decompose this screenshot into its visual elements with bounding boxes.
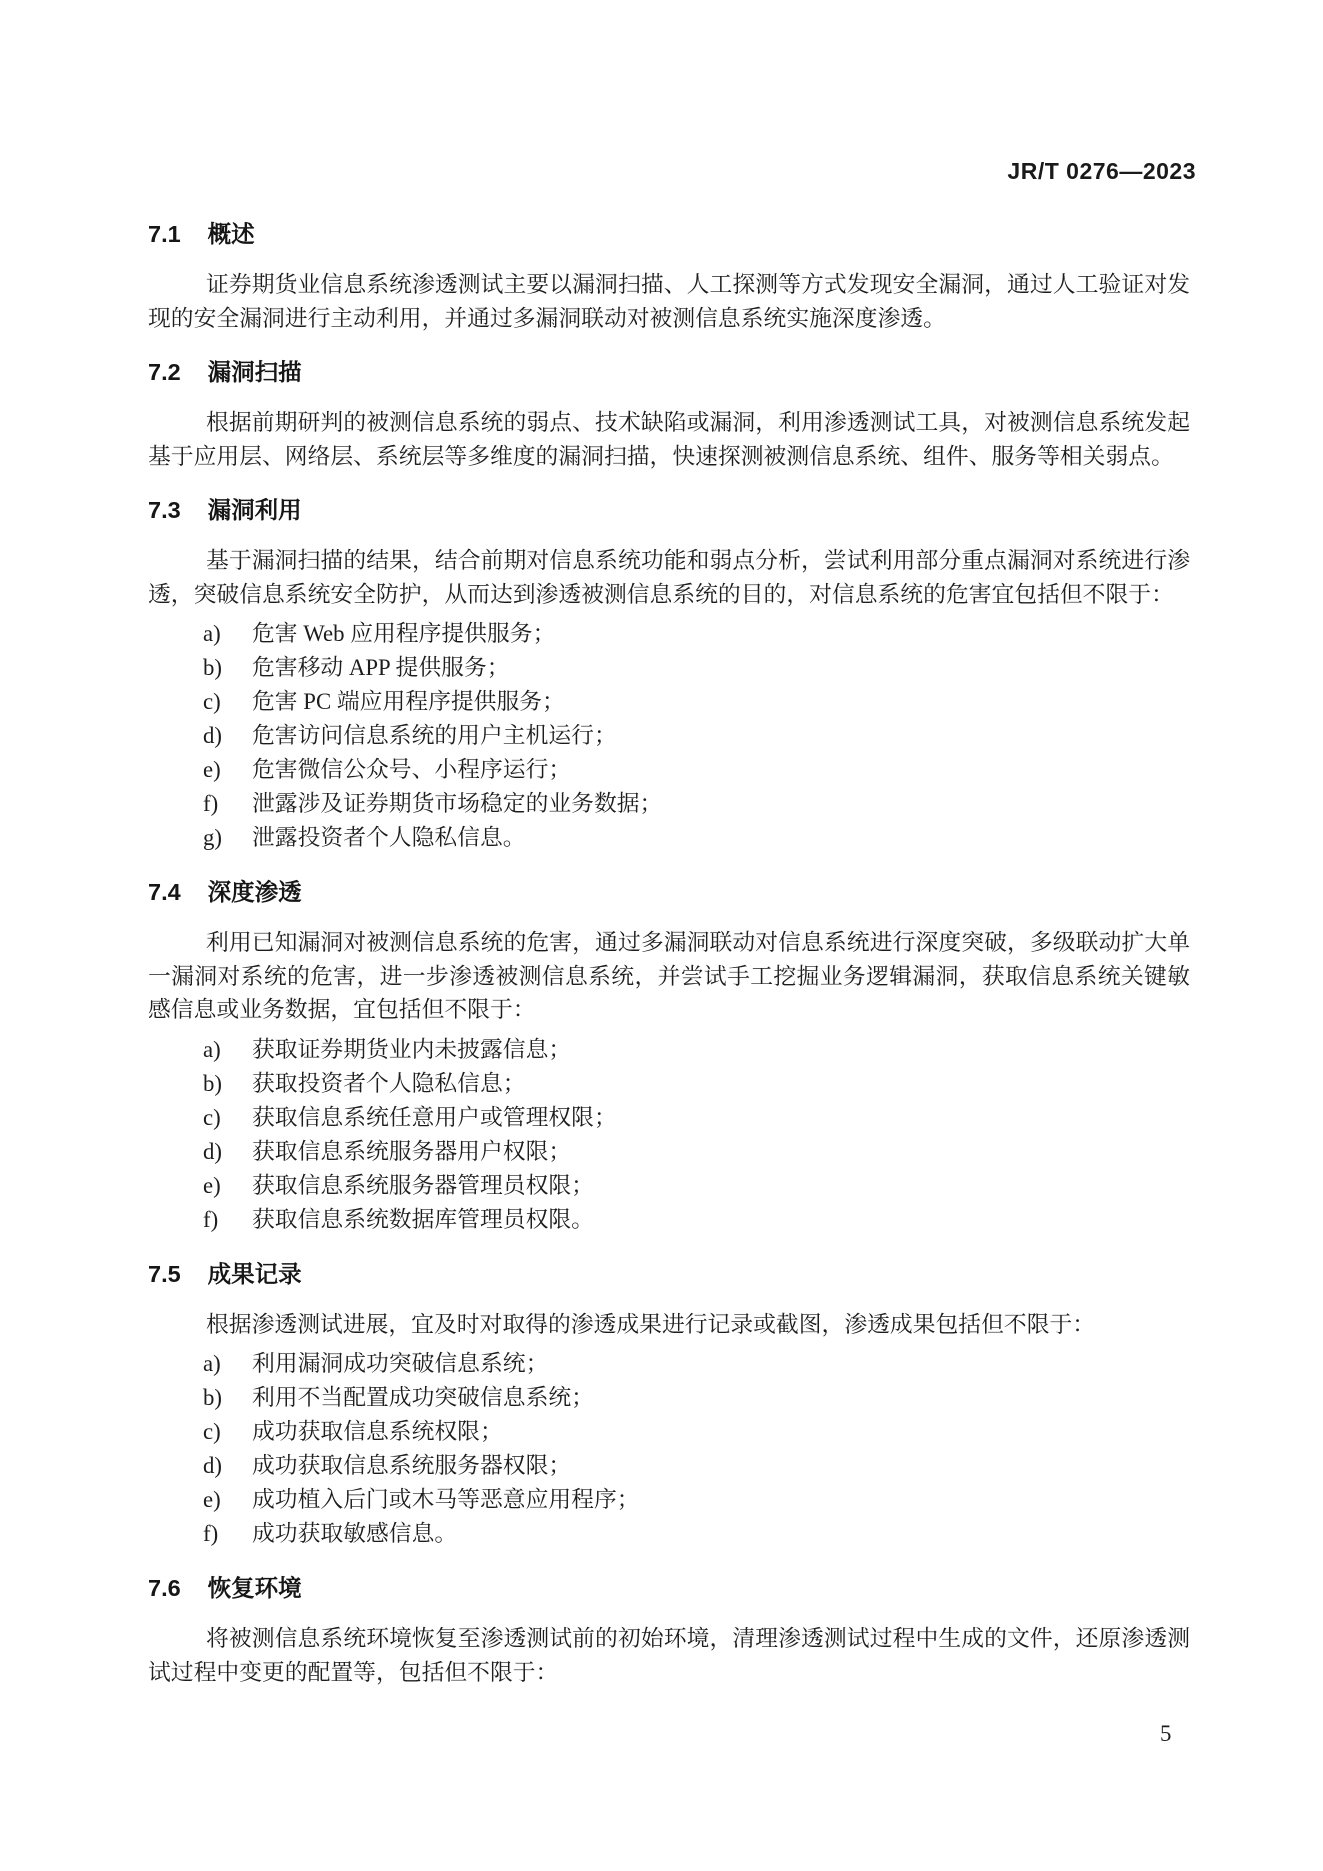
list-item: [148, 1101, 1190, 1135]
list-item-marker: f): [203, 1521, 219, 1546]
list-item: [148, 1347, 1190, 1381]
section-heading: [148, 360, 1190, 384]
section-item-list: [148, 617, 1190, 855]
list-item-marker: c): [203, 689, 221, 714]
list-item-text: 获取投资者个人隐私信息；: [252, 1070, 526, 1096]
section-heading: [148, 1262, 1190, 1286]
list-item: [148, 753, 1190, 787]
list-item: [148, 821, 1190, 855]
list-item: [148, 1203, 1190, 1237]
list-item-text: 泄露投资者个人隐私信息。: [252, 825, 526, 850]
section-title: 成果记录: [207, 1260, 302, 1287]
list-item-text: 获取信息系统服务器管理员权限；: [252, 1172, 594, 1198]
list-item-text: 获取信息系统数据库管理员权限。: [252, 1206, 594, 1232]
list-item-marker: f): [203, 791, 219, 816]
list-item-text: 获取信息系统任意用户或管理权限；: [252, 1104, 617, 1130]
list-item-marker: d): [203, 1453, 222, 1478]
list-item-text: 获取信息系统服务器用户权限；: [252, 1138, 572, 1164]
section-number: 7.2: [148, 359, 181, 385]
section-7.2: [148, 360, 1190, 473]
section-heading: [148, 498, 1190, 522]
list-item-marker: e): [203, 1172, 221, 1198]
list-item: [148, 1483, 1190, 1517]
section-title: 漏洞扫描: [207, 359, 302, 385]
list-item-marker: b): [203, 1070, 222, 1096]
list-item-marker: g): [203, 825, 222, 850]
list-item-text: 危害 Web 应用程序提供服务；: [252, 621, 556, 646]
section-paragraph: 将被测信息系统环境恢复至渗透测试前的初始环境，清理渗透测试过程中生成的文件，还原渗透测试过程中变更的配置等，包括但不限于：: [148, 1626, 1190, 1685]
list-item-marker: d): [203, 1138, 222, 1164]
list-item-text: 成功获取敏感信息。: [252, 1521, 458, 1546]
list-item-marker: b): [203, 1385, 222, 1410]
list-item: [148, 617, 1190, 651]
list-item-marker: a): [203, 1036, 221, 1062]
list-item: [148, 1067, 1190, 1101]
section-title: 恢复环境: [207, 1575, 302, 1601]
section-number: 7.4: [148, 879, 181, 905]
list-item-marker: a): [203, 1351, 221, 1376]
section-7.5: [148, 1262, 1190, 1552]
list-item-text: 获取证券期货业内未披露信息；: [252, 1036, 572, 1062]
list-item: [148, 685, 1190, 719]
section-number: 7.1: [148, 221, 181, 247]
list-item-marker: e): [203, 1487, 221, 1512]
list-item-marker: c): [203, 1419, 221, 1444]
list-item: [148, 1169, 1190, 1203]
section-paragraph: 基于漏洞扫描的结果，结合前期对信息系统功能和弱点分析，尝试利用部分重点漏洞对系统进行渗透，突破信息系统安全防护，从而达到渗透被测信息系统的目的，对信息系统的危害宜包括但不限于：: [148, 548, 1190, 607]
list-item-text: 危害微信公众号、小程序运行；: [252, 757, 572, 782]
document-content: [148, 0, 1190, 1689]
list-item-text: 成功植入后门或木马等恶意应用程序；: [252, 1487, 640, 1512]
section-paragraph: 根据渗透测试进展，宜及时对取得的渗透成果进行记录或截图，渗透成果包括但不限于：: [206, 1311, 1096, 1337]
section-heading: [148, 1576, 1190, 1600]
section-number: 7.3: [148, 497, 181, 523]
section-title: 深度渗透: [207, 879, 302, 905]
section-title: 概述: [207, 221, 255, 247]
list-item-text: 成功获取信息系统服务器权限；: [252, 1453, 572, 1478]
section-paragraph: 根据前期研判的被测信息系统的弱点、技术缺陷或漏洞，利用渗透测试工具，对被测信息系统发起基于应用层、网络层、系统层等多维度的漏洞扫描，快速探测被测信息系统、组件、服务等相关弱点。: [148, 410, 1190, 469]
section-title: 漏洞利用: [207, 497, 302, 523]
standard-number-header: JR/T 0276—2023: [1007, 158, 1196, 184]
list-item-text: 泄露涉及证券期货市场稳定的业务数据；: [252, 791, 663, 816]
list-item-text: 危害访问信息系统的用户主机运行；: [252, 723, 617, 748]
section-paragraph: 证券期货业信息系统渗透测试主要以漏洞扫描、人工探测等方式发现安全漏洞，通过人工验证对发现的安全漏洞进行主动利用，并通过多漏洞联动对被测信息系统实施深度渗透。: [148, 272, 1190, 331]
list-item-marker: c): [203, 1104, 221, 1130]
list-item-marker: f): [203, 1206, 219, 1232]
section-heading: [148, 880, 1190, 904]
section-7.6: [148, 1576, 1190, 1689]
section-7.3: [148, 498, 1190, 855]
list-item-text: 利用不当配置成功突破信息系统；: [252, 1385, 594, 1410]
section-7.4: [148, 880, 1190, 1237]
list-item-marker: d): [203, 723, 222, 748]
list-item: [148, 651, 1190, 685]
section-item-list: [148, 1347, 1190, 1551]
list-item: [148, 787, 1190, 821]
section-number: 7.5: [148, 1260, 181, 1287]
list-item: [148, 1033, 1190, 1067]
list-item: [148, 719, 1190, 753]
list-item: [148, 1135, 1190, 1169]
section-number: 7.6: [148, 1575, 181, 1601]
section-7.1: [148, 222, 1190, 335]
page-number: 5: [1160, 1721, 1172, 1746]
list-item-text: 危害移动 APP 提供服务；: [252, 655, 510, 680]
list-item-marker: e): [203, 757, 221, 782]
section-heading: [148, 222, 1190, 246]
section-paragraph: 利用已知漏洞对被测信息系统的危害，通过多漏洞联动对信息系统进行深度突破，多级联动扩大单一漏洞对系统的危害，进一步渗透被测信息系统，并尝试手工挖掘业务逻辑漏洞，获取信息系统关键敏感信息或业务数据，宜包括但不限于：: [148, 930, 1190, 1022]
list-item-text: 成功获取信息系统权限；: [252, 1419, 503, 1444]
section-item-list: [148, 1033, 1190, 1237]
list-item: [148, 1415, 1190, 1449]
list-item: [148, 1449, 1190, 1483]
list-item-marker: b): [203, 655, 222, 680]
list-item: [148, 1381, 1190, 1415]
list-item-text: 危害 PC 端应用程序提供服务；: [252, 689, 565, 714]
list-item-marker: a): [203, 621, 221, 646]
list-item-text: 利用漏洞成功突破信息系统；: [252, 1351, 549, 1376]
list-item: [148, 1517, 1190, 1551]
